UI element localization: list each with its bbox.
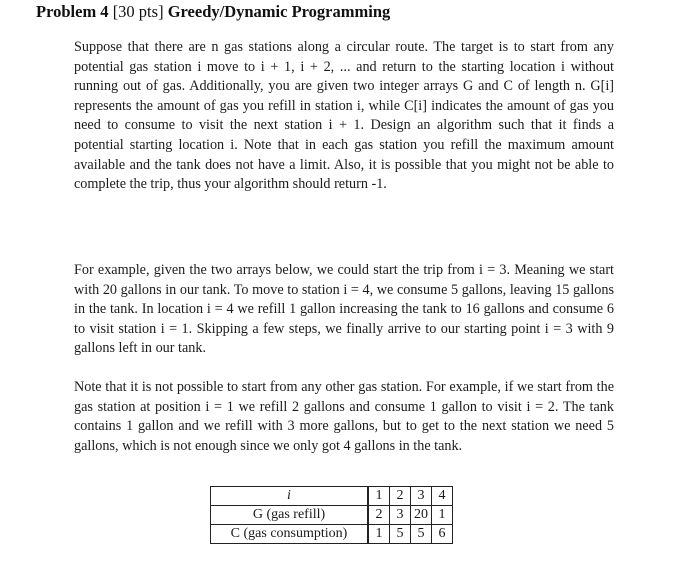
problem-heading xyxy=(36,2,390,22)
problem-title: Greedy/Dynamic Programming xyxy=(167,2,391,21)
consumption-value-cell: 5 xyxy=(411,525,432,544)
example-paragraph: For example, given the two arrays below, we could start the trip from i = 3. Meaning we start with 20 gallons in our tank. To move to station i = 4, we consume 5 gallons, leaving 15 gallons in the tank. In location i = 4 we refill 1 gallon increasing the tank to 16 gallons and consume 6 to visit station i = 1. Skipping a few steps, we finally arrive to our starting point i = 3 with 9 gallons left in our tank. xyxy=(74,262,614,357)
consumption-value-cell: 6 xyxy=(432,525,453,544)
index-cell: 3 xyxy=(411,487,432,506)
problem-statement-paragraph: Suppose that there are n gas stations along a circular route. The target is to start from any potential gas station i move to i + 1, i + 2, ... and return to the starting location i without running out of gas. Additionally, you are given two integer arrays G and C of length n. G[i] represents the amount of gas you refill in station i, while C[i] indicates the amount of gas you need to consume to visit the next station i + 1. Design an algorithm such that it finds a potential starting location i. Note that in each gas station you refill the maximum amount available and the tank does not have a limit. Also, it is possible that you might not be able to complete the trip, thus your algorithm should return -1. xyxy=(74,39,614,193)
index-cell: 1 xyxy=(368,487,390,506)
table-row-consumption xyxy=(211,525,453,544)
refill-value-cell: 2 xyxy=(368,506,390,525)
consumption-value-cell: 1 xyxy=(368,525,390,544)
refill-value-cell: 1 xyxy=(432,506,453,525)
refill-label-cell: G (gas refill) xyxy=(211,506,369,525)
refill-value-cell: 3 xyxy=(390,506,411,525)
index-cell: 4 xyxy=(432,487,453,506)
table-header-row xyxy=(211,487,453,506)
consumption-label-cell: C (gas consumption) xyxy=(211,525,369,544)
problem-points: [30 pts] xyxy=(112,2,164,21)
table-row-refill xyxy=(211,506,453,525)
gas-station-table xyxy=(210,486,453,544)
index-cell: 2 xyxy=(390,487,411,506)
note-paragraph: Note that it is not possible to start from any other gas station. For example, if we start from the gas station at position i = 1 we refill 2 gallons and consume 1 gallon to visit i = 2. The tank contains 1 gallon and we refill with 3 more gallons, but to get to the next station we need 5 gallons, which is not enough since we only got 4 gallons in the tank. xyxy=(74,379,614,454)
consumption-value-cell: 5 xyxy=(390,525,411,544)
problem-number: Problem 4 xyxy=(36,2,109,21)
index-header-cell: i xyxy=(211,487,369,506)
refill-value-cell: 20 xyxy=(411,506,432,525)
